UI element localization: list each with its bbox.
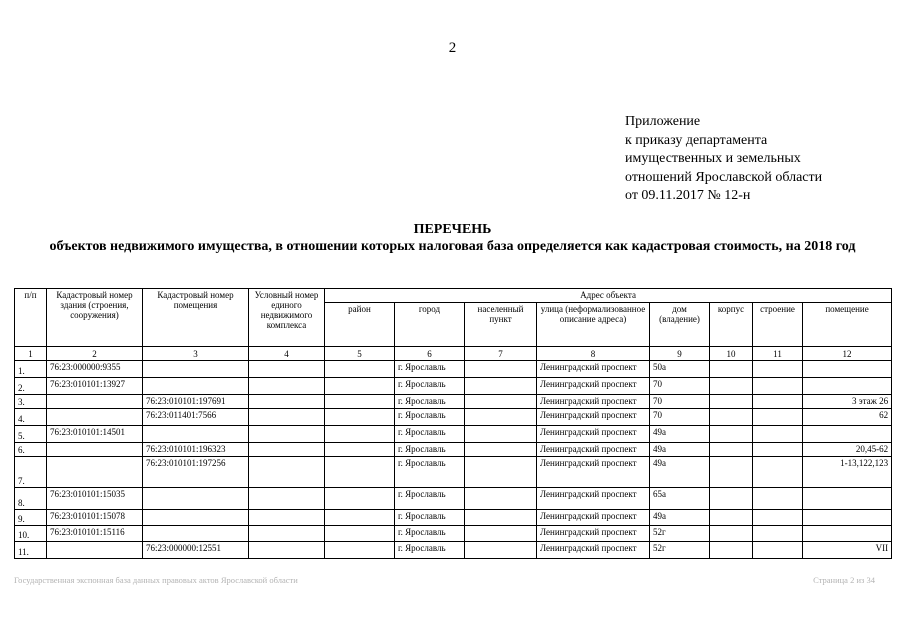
room-cell xyxy=(803,510,892,526)
row-index: 3. xyxy=(15,395,47,409)
header-room: помещение xyxy=(803,303,892,347)
appendix-line: к приказу департамента xyxy=(625,132,768,148)
column-number: 7 xyxy=(465,347,537,361)
settlement-cell xyxy=(465,426,537,443)
row-index: 2. xyxy=(15,378,47,395)
district-cell xyxy=(325,542,395,559)
row-index: 7. xyxy=(15,457,47,488)
corpus-cell xyxy=(710,426,753,443)
table-row xyxy=(15,426,892,443)
appendix-line: от 09.11.2017 № 12-н xyxy=(625,188,751,203)
settlement-cell xyxy=(465,488,537,510)
column-number: 12 xyxy=(803,347,892,361)
settlement-cell xyxy=(465,510,537,526)
city-cell: г. Ярославль xyxy=(395,542,465,559)
house-cell: 50а xyxy=(650,361,710,378)
city-cell: г. Ярославль xyxy=(395,510,465,526)
header-district: район xyxy=(325,303,395,347)
complex-number-cell xyxy=(249,443,325,457)
header-building-cadastral: Кадастровый номер здания (строения, сооружения) xyxy=(47,289,143,347)
structure-cell xyxy=(753,542,803,559)
room-cadastral-cell: 76:23:010101:197691 xyxy=(143,395,249,409)
room-cadastral-cell xyxy=(143,378,249,395)
structure-cell xyxy=(753,378,803,395)
corpus-cell xyxy=(710,361,753,378)
building-cadastral-cell xyxy=(47,457,143,488)
row-index: 5. xyxy=(15,426,47,443)
row-index: 9. xyxy=(15,510,47,526)
room-cell: 3 этаж 26 xyxy=(803,395,892,409)
district-cell xyxy=(325,443,395,457)
city-cell: г. Ярославль xyxy=(395,395,465,409)
column-number: 2 xyxy=(47,347,143,361)
house-cell: 49а xyxy=(650,457,710,488)
building-cadastral-cell: 76:23:010101:15078 xyxy=(47,510,143,526)
row-index: 10. xyxy=(15,526,47,542)
structure-cell xyxy=(753,510,803,526)
street-cell: Ленинградский проспект xyxy=(537,378,650,395)
header-address-group: Адрес объекта xyxy=(325,289,892,303)
row-index: 6. xyxy=(15,443,47,457)
room-cell xyxy=(803,378,892,395)
building-cadastral-cell xyxy=(47,542,143,559)
building-cadastral-cell xyxy=(47,395,143,409)
settlement-cell xyxy=(465,542,537,559)
header-complex-number: Условный номер единого недвижимого комплекса xyxy=(249,289,325,347)
city-cell: г. Ярославль xyxy=(395,488,465,510)
header-house: дом (владение) xyxy=(650,303,710,347)
house-cell: 70 xyxy=(650,378,710,395)
document-title: ПЕРЕЧЕНЬ xyxy=(413,222,492,237)
city-cell: г. Ярославль xyxy=(395,378,465,395)
document-subtitle: объектов недвижимого имущества, в отношении которых налоговая база определяется как кадастровая стоимость, на 2018 год xyxy=(49,239,856,254)
district-cell xyxy=(325,457,395,488)
house-cell: 49а xyxy=(650,443,710,457)
structure-cell xyxy=(753,488,803,510)
complex-number-cell xyxy=(249,409,325,426)
house-cell: 52г xyxy=(650,542,710,559)
room-cadastral-cell xyxy=(143,361,249,378)
settlement-cell xyxy=(465,409,537,426)
street-cell: Ленинградский проспект xyxy=(537,457,650,488)
house-cell: 70 xyxy=(650,395,710,409)
complex-number-cell xyxy=(249,510,325,526)
corpus-cell xyxy=(710,542,753,559)
district-cell xyxy=(325,361,395,378)
district-cell xyxy=(325,378,395,395)
room-cell xyxy=(803,426,892,443)
row-index: 4. xyxy=(15,409,47,426)
structure-cell xyxy=(753,457,803,488)
street-cell: Ленинградский проспект xyxy=(537,426,650,443)
structure-cell xyxy=(753,361,803,378)
appendix-line: имущественных и земельных xyxy=(625,151,801,166)
corpus-cell xyxy=(710,409,753,426)
header-settlement: населенный пункт xyxy=(465,303,537,347)
house-cell: 52г xyxy=(650,526,710,542)
table-row xyxy=(15,488,892,510)
column-number: 6 xyxy=(395,347,465,361)
table-row xyxy=(15,510,892,526)
corpus-cell xyxy=(710,488,753,510)
building-cadastral-cell: 76:23:010101:15035 xyxy=(47,488,143,510)
city-cell: г. Ярославль xyxy=(395,426,465,443)
structure-cell xyxy=(753,426,803,443)
table-row xyxy=(15,361,892,378)
column-number: 5 xyxy=(325,347,395,361)
header-corpus: корпус xyxy=(710,303,753,347)
building-cadastral-cell xyxy=(47,443,143,457)
building-cadastral-cell: 76:23:000000:9355 xyxy=(47,361,143,378)
column-number: 4 xyxy=(249,347,325,361)
row-index: 8. xyxy=(15,488,47,510)
column-number: 1 xyxy=(15,347,47,361)
corpus-cell xyxy=(710,457,753,488)
appendix-line: Приложение xyxy=(625,114,701,129)
room-cadastral-cell: 76:23:010101:197256 xyxy=(143,457,249,488)
city-cell: г. Ярославль xyxy=(395,409,465,426)
column-number: 11 xyxy=(753,347,803,361)
structure-cell xyxy=(753,395,803,409)
settlement-cell xyxy=(465,443,537,457)
complex-number-cell xyxy=(249,542,325,559)
building-cadastral-cell: 76:23:010101:15116 xyxy=(47,526,143,542)
complex-number-cell xyxy=(249,526,325,542)
structure-cell xyxy=(753,443,803,457)
settlement-cell xyxy=(465,378,537,395)
house-cell: 49а xyxy=(650,426,710,443)
settlement-cell xyxy=(465,526,537,542)
column-numbers-row xyxy=(15,347,892,361)
room-cell: 20,45-62 xyxy=(803,443,892,457)
room-cadastral-cell xyxy=(143,526,249,542)
room-cell: 62 xyxy=(803,409,892,426)
street-cell: Ленинградский проспект xyxy=(537,443,650,457)
corpus-cell xyxy=(710,378,753,395)
table-row xyxy=(15,542,892,559)
city-cell: г. Ярославль xyxy=(395,443,465,457)
room-cadastral-cell: 76:23:000000:12551 xyxy=(143,542,249,559)
header-structure: строение xyxy=(753,303,803,347)
city-cell: г. Ярославль xyxy=(395,361,465,378)
complex-number-cell xyxy=(249,395,325,409)
corpus-cell xyxy=(710,395,753,409)
complex-number-cell xyxy=(249,378,325,395)
street-cell: Ленинградский проспект xyxy=(537,488,650,510)
building-cadastral-cell: 76:23:010101:13927 xyxy=(47,378,143,395)
column-number: 10 xyxy=(710,347,753,361)
table-row xyxy=(15,378,892,395)
room-cadastral-cell xyxy=(143,426,249,443)
building-cadastral-cell: 76:23:010101:14501 xyxy=(47,426,143,443)
room-cell xyxy=(803,526,892,542)
corpus-cell xyxy=(710,510,753,526)
table-row xyxy=(15,409,892,426)
room-cell xyxy=(803,361,892,378)
room-cell: VII xyxy=(803,542,892,559)
corpus-cell xyxy=(710,526,753,542)
room-cadastral-cell xyxy=(143,488,249,510)
district-cell xyxy=(325,426,395,443)
footer-page-counter: Страница 2 из 34 xyxy=(813,575,875,585)
district-cell xyxy=(325,488,395,510)
room-cadastral-cell: 76:23:010101:196323 xyxy=(143,443,249,457)
room-cadastral-cell: 76:23:011401:7566 xyxy=(143,409,249,426)
table-row xyxy=(15,457,892,488)
settlement-cell xyxy=(465,361,537,378)
house-cell: 70 xyxy=(650,409,710,426)
street-cell: Ленинградский проспект xyxy=(537,542,650,559)
header-city: город xyxy=(395,303,465,347)
district-cell xyxy=(325,395,395,409)
appendix-block xyxy=(625,113,822,206)
street-cell: Ленинградский проспект xyxy=(537,510,650,526)
column-number: 8 xyxy=(537,347,650,361)
street-cell: Ленинградский проспект xyxy=(537,409,650,426)
header-num: п/п xyxy=(15,289,47,347)
room-cadastral-cell xyxy=(143,510,249,526)
page-number: 2 xyxy=(448,40,457,56)
city-cell: г. Ярославль xyxy=(395,457,465,488)
footer-source: Государственная экспонная база данных правовых актов Ярославской области xyxy=(14,575,298,585)
objects-table xyxy=(14,288,892,559)
settlement-cell xyxy=(465,395,537,409)
house-cell: 49а xyxy=(650,510,710,526)
city-cell: г. Ярославль xyxy=(395,526,465,542)
complex-number-cell xyxy=(249,426,325,443)
street-cell: Ленинградский проспект xyxy=(537,395,650,409)
complex-number-cell xyxy=(249,361,325,378)
table-row xyxy=(15,395,892,409)
table-row xyxy=(15,443,892,457)
complex-number-cell xyxy=(249,488,325,510)
street-cell: Ленинградский проспект xyxy=(537,361,650,378)
settlement-cell xyxy=(465,457,537,488)
district-cell xyxy=(325,526,395,542)
room-cell xyxy=(803,488,892,510)
building-cadastral-cell xyxy=(47,409,143,426)
appendix-line: отношений Ярославской области xyxy=(625,169,823,185)
street-cell: Ленинградский проспект xyxy=(537,526,650,542)
complex-number-cell xyxy=(249,457,325,488)
district-cell xyxy=(325,510,395,526)
table-row xyxy=(15,526,892,542)
row-index: 1. xyxy=(15,361,47,378)
column-number: 3 xyxy=(143,347,249,361)
district-cell xyxy=(325,409,395,426)
structure-cell xyxy=(753,409,803,426)
row-index: 11. xyxy=(15,542,47,559)
room-cell: 1-13,122,123 xyxy=(803,457,892,488)
corpus-cell xyxy=(710,443,753,457)
header-room-cadastral: Кадастровый номер помещения xyxy=(143,289,249,347)
structure-cell xyxy=(753,526,803,542)
header-street: улица (неформализованное описание адреса) xyxy=(537,303,650,347)
column-number: 9 xyxy=(650,347,710,361)
house-cell: 65а xyxy=(650,488,710,510)
